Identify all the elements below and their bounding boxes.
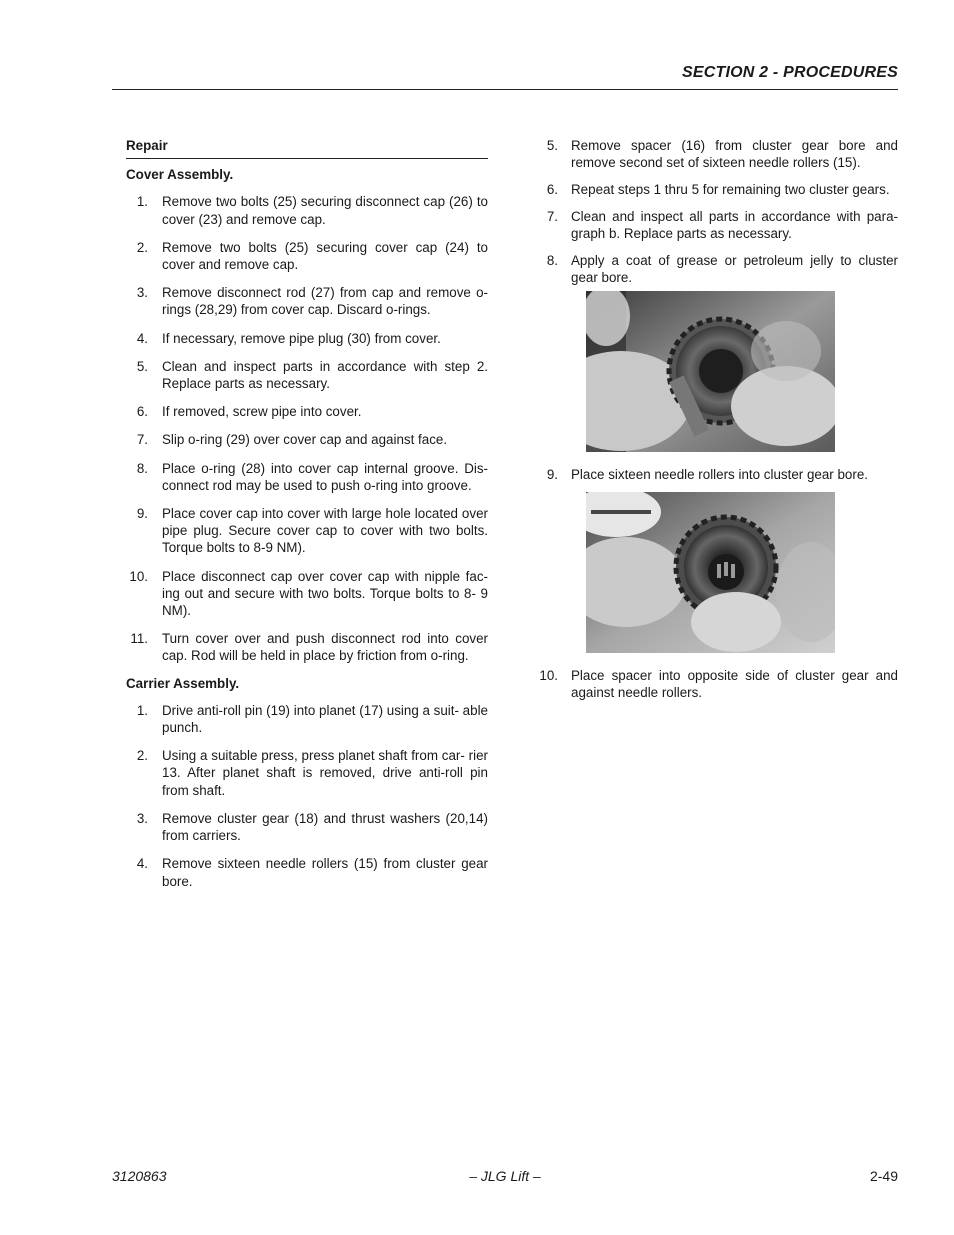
step-number: 7. bbox=[136, 432, 148, 448]
step-item bbox=[538, 208, 898, 242]
step-item bbox=[126, 358, 488, 392]
carrier-steps-continued bbox=[538, 137, 898, 286]
step-text: Slip o-ring (29) over cover cap and against face. bbox=[162, 432, 448, 448]
step-item bbox=[538, 252, 898, 286]
step-item bbox=[126, 239, 488, 273]
cover-assembly-steps bbox=[126, 193, 488, 664]
step-text: Place sixteen needle rollers into cluster gear bore. bbox=[571, 467, 868, 483]
step-number: 3. bbox=[136, 285, 148, 301]
step-text: Repeat steps 1 thru 5 for remaining two cluster gears. bbox=[571, 181, 890, 197]
step-text: Clean and inspect parts in accordance with step 2. Replace parts as necessary. bbox=[162, 358, 488, 392]
repair-heading: Repair bbox=[126, 137, 488, 159]
step-item bbox=[126, 568, 488, 620]
doc-number: 3120863 bbox=[112, 1168, 167, 1184]
step-item bbox=[126, 855, 488, 889]
step-number: 4. bbox=[136, 856, 148, 872]
step-text: If necessary, remove pipe plug (30) from cover. bbox=[162, 330, 441, 346]
footer-publisher: – JLG Lift – bbox=[469, 1168, 541, 1184]
step-number: 1. bbox=[136, 702, 148, 718]
step-text: Remove sixteen needle rollers (15) from cluster gear bore. bbox=[162, 856, 488, 889]
step-text: Drive anti-roll pin (19) into planet (17) using a suit- able punch. bbox=[162, 702, 488, 736]
step-item bbox=[126, 284, 488, 318]
page-number: 2-49 bbox=[869, 1168, 898, 1184]
gear-photo-2-image bbox=[586, 492, 835, 653]
step-text: Clean and inspect all parts in accordance with para- graph b. Replace parts as necessary. bbox=[571, 208, 898, 241]
step-number: 2. bbox=[136, 239, 148, 255]
step-item bbox=[126, 403, 488, 420]
step-item bbox=[126, 460, 488, 494]
step-item bbox=[126, 702, 488, 736]
step-number: 11. bbox=[130, 631, 148, 647]
step-item bbox=[126, 810, 488, 844]
step-number: 6. bbox=[136, 404, 148, 420]
step-item bbox=[538, 181, 898, 198]
step-item bbox=[126, 431, 488, 448]
photo-cluster-gear-grease bbox=[586, 291, 835, 452]
step-text: If removed, screw pipe into cover. bbox=[162, 404, 362, 420]
step-text: Turn cover over and push disconnect rod into cover cap. Rod will be held in place by friction from o-ring. bbox=[162, 631, 488, 664]
step-number: 10. bbox=[539, 668, 558, 684]
step-10-list bbox=[538, 667, 898, 701]
step-number: 4. bbox=[136, 330, 148, 346]
cover-assembly-heading: Cover Assembly. bbox=[126, 167, 234, 183]
step-text: Place disconnect cap over cover cap with nipple fac- ing out and secure with two bolts. Torque bolts to 8- 9 NM). bbox=[162, 568, 488, 619]
step-item bbox=[126, 193, 488, 227]
step-number: 7. bbox=[546, 208, 558, 224]
step-item bbox=[538, 137, 898, 171]
step-9-list bbox=[538, 466, 898, 483]
right-column bbox=[538, 137, 898, 711]
step-number: 6. bbox=[546, 181, 558, 197]
step-text: Remove two bolts (25) securing disconnect cap (26) to cover (23) and remove cap. bbox=[162, 194, 488, 227]
step-number: 8. bbox=[136, 460, 148, 476]
carrier-assembly-heading: Carrier Assembly. bbox=[126, 675, 240, 691]
carrier-assembly-steps bbox=[126, 702, 488, 890]
photo-needle-rollers bbox=[586, 492, 835, 653]
step-text: Using a suitable press, press planet shaft from car- rier 13. After planet shaft is removed, drive anti-roll pin from shaft. bbox=[162, 748, 488, 798]
step-text: Place o-ring (28) into cover cap internal groove. Dis- connect rod may be used to push o-ring into groove. bbox=[162, 460, 488, 493]
header-rule bbox=[112, 89, 898, 90]
step-text: Place cover cap into cover with large hole located over pipe plug. Secure cover cap to cover with two bolts. Torque bolts to 8-9 NM). bbox=[162, 506, 488, 556]
step-item bbox=[126, 747, 488, 799]
step-number: 5. bbox=[546, 138, 558, 153]
step-number: 8. bbox=[546, 252, 558, 268]
step-number: 9. bbox=[546, 467, 558, 483]
step-item bbox=[126, 505, 488, 557]
step-number: 5. bbox=[136, 358, 148, 374]
step-item bbox=[126, 330, 488, 347]
step-text: Remove spacer (16) from cluster gear bore and remove second set of sixteen needle rollers (15). bbox=[571, 138, 898, 171]
step-text: Place spacer into opposite side of cluster gear and against needle rollers. bbox=[571, 668, 898, 701]
step-text: Remove disconnect rod (27) from cap and remove o-rings (28,29) from cover cap. Discard o-rings. bbox=[162, 285, 488, 318]
gear-photo-1-image bbox=[586, 291, 835, 452]
step-text: Remove cluster gear (18) and thrust washers (20,14) from carriers. bbox=[162, 810, 488, 844]
step-number: 10. bbox=[129, 568, 148, 584]
step-item bbox=[538, 466, 898, 483]
step-text: Apply a coat of grease or petroleum jelly to cluster gear bore. bbox=[571, 252, 898, 285]
step-number: 1. bbox=[136, 194, 148, 210]
left-column bbox=[126, 137, 488, 901]
step-item bbox=[126, 630, 488, 664]
step-number: 2. bbox=[136, 748, 148, 764]
step-number: 9. bbox=[136, 506, 148, 522]
step-text: Remove two bolts (25) securing cover cap (24) to cover and remove cap. bbox=[162, 239, 488, 273]
section-title: SECTION 2 - PROCEDURES bbox=[682, 64, 898, 81]
step-number: 3. bbox=[136, 810, 148, 826]
step-item bbox=[538, 667, 898, 701]
